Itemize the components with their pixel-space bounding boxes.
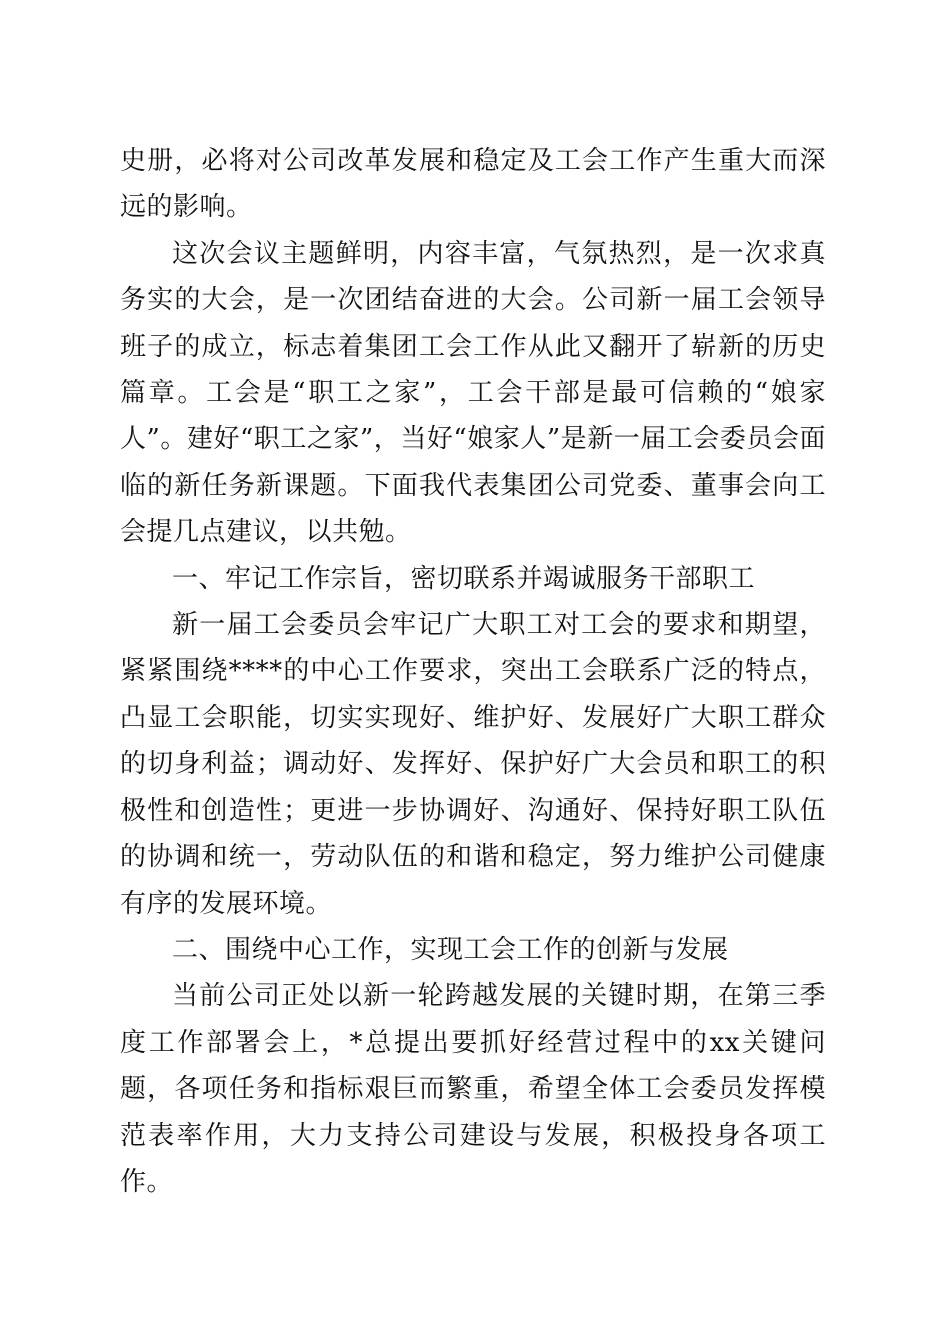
paragraph-section-1: 新一届工会委员会牢记广大职工对工会的要求和期望，紧紧围绕****的中心工作要求，突出工会联系广泛的特点，凸显工会职能，切实实现好、维护好、发展好广大职工群众的切身利益；调动好、发挥好、保护好广大会员和职工的积极性和创造性；更进一步协调好、沟通好、保持好职工队伍的协调和统一，劳动队伍的和谐和稳定，努力维护公司健康有序的发展环境。 <box>120 610 826 919</box>
section-heading-1: 一、牢记工作宗旨，密切联系并竭诚服务干部职工 <box>172 563 756 594</box>
paragraph-section-2: 当前公司正处以新一轮跨越发展的关键时期，在第三季度工作部署会上，*总提出要抓好经营过程中的xx关键问题，各项任务和指标艰巨而繁重，希望全体工会委员发挥模范表率作用，大力支持公司建设与发展，积极投身各项工作。 <box>120 981 826 1197</box>
section-heading-2: 二、围绕中心工作，实现工会工作的创新与发展 <box>172 934 729 965</box>
paragraph-continuation: 史册，必将对公司改革发展和稳定及工会工作产生重大而深远的影响。 <box>120 146 826 223</box>
paragraph-meeting-summary: 这次会议主题鲜明，内容丰富，气氛热烈，是一次求真务实的大会，是一次团结奋进的大会。公司新一届工会领导班子的成立，标志着集团工会工作从此又翻开了崭新的历史篇章。工会是“职工之家”，工会干部是最可信赖的“娘家人”。建好“职工之家”，当好“娘家人”是新一届工会委员会面临的新任务新课题。下面我代表集团公司党委、董事会向工会提几点建议，以共勉。 <box>120 238 826 548</box>
document-body <box>120 138 826 1205</box>
